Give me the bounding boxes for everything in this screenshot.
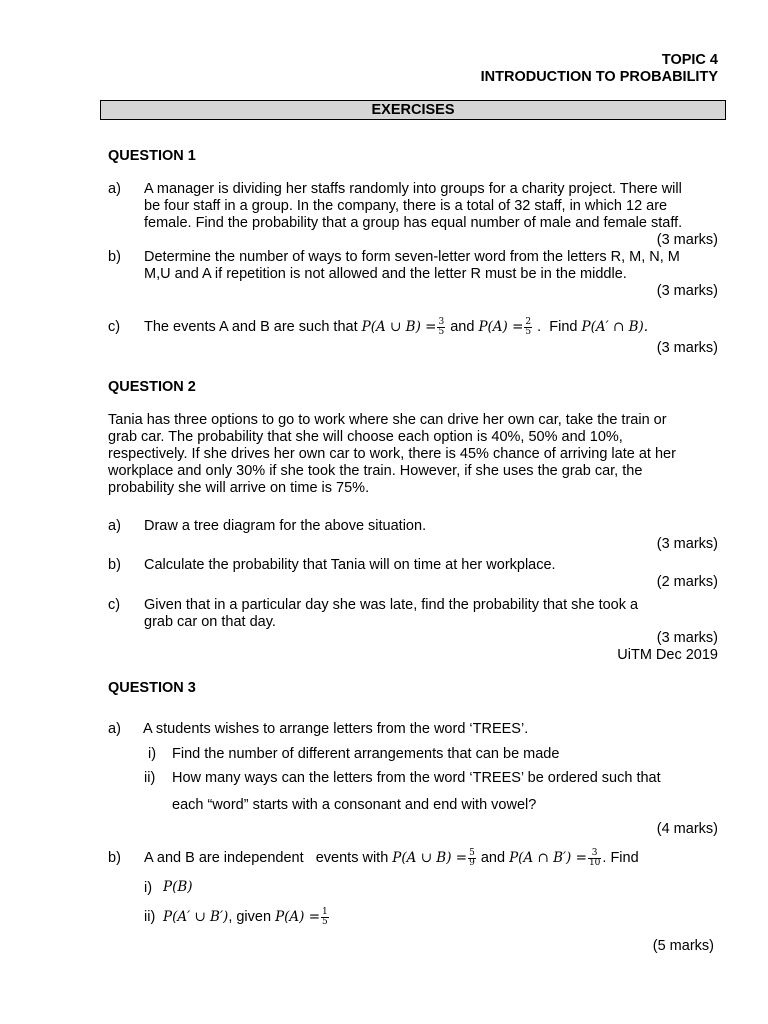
q2-intro-text [108, 412, 718, 497]
math-expression: P(A′ ∩ B). [581, 319, 649, 335]
topic-number: TOPIC 4 [661, 52, 718, 68]
q1-b-label: b) [108, 249, 121, 265]
fraction-denominator: 5 [438, 326, 445, 337]
q3-a-marks: (4 marks) [656, 821, 718, 837]
q1-c-text [144, 313, 648, 341]
q2-a-label: a) [108, 518, 121, 534]
q1-b-line: M,U and A if repetition is not allowed and the letter R must be in the middle. [144, 266, 627, 282]
math-expression: P(A ∩ B′) = [509, 850, 587, 866]
q3-aii-line-2: each “word” starts with a consonant and end with vowel? [172, 797, 537, 813]
q3-bii-text-part: , given [228, 909, 276, 925]
fraction [468, 849, 476, 868]
q2-b-marks: (2 marks) [656, 574, 718, 590]
q3-bii-text [163, 903, 330, 931]
q2-c-line: grab car on that day. [144, 614, 276, 630]
q3-aii-line-1: How many ways can the letters from the word ‘TREES’ be ordered such that [172, 770, 661, 786]
q2-a-marks: (3 marks) [656, 536, 718, 552]
q1-c-text-part: and [446, 319, 479, 335]
math-expression: P(A ∪ B) = [361, 319, 437, 335]
q1-a-line: A manager is dividing her staffs randomly into groups for a charity project. There will [144, 181, 682, 197]
q2-c-line: Given that in a particular day she was late, find the probability that she took a [144, 597, 639, 613]
topic-title: INTRODUCTION TO PROBABILITY [480, 69, 718, 85]
fraction-denominator: 5 [322, 916, 328, 927]
math-expression: P(A) = [275, 909, 321, 925]
q1-a-text [144, 181, 718, 232]
fraction [588, 849, 601, 868]
fraction [321, 908, 329, 927]
source-citation: UiTM Dec 2019 [617, 647, 718, 663]
q3-aii-label: ii) [144, 770, 156, 786]
fraction-denominator: 9 [469, 857, 475, 868]
q1-b-marks: (3 marks) [656, 283, 718, 299]
q3-bi-label: i) [144, 880, 153, 896]
q1-c-text-part: The events A and B are such that [144, 319, 362, 335]
q2-intro-line: workplace and only 30% if she took the train. However, if she uses the grab car, the [108, 463, 643, 479]
question-3-title: QUESTION 3 [108, 680, 196, 696]
fraction-denominator: 10 [588, 857, 601, 868]
q3-a-label: a) [108, 721, 121, 737]
q3-b-text-part: A and B are independent events with [144, 850, 393, 866]
q3-ai-text: Find the number of different arrangements that can be made [172, 746, 560, 762]
q1-c-marks: (3 marks) [656, 340, 718, 356]
q3-bii-label: ii) [144, 909, 156, 925]
q2-b-label: b) [108, 557, 121, 573]
math-expression: P(A) = [478, 319, 524, 335]
fraction-numerator: 2 [525, 316, 532, 327]
exercises-label: EXERCISES [371, 102, 455, 118]
q2-b-text: Calculate the probability that Tania will on time at her workplace. [144, 557, 556, 573]
exercises-banner [100, 100, 726, 120]
q1-a-label: a) [108, 181, 121, 197]
q3-b-text-part: . Find [602, 850, 639, 866]
math-expression: P(A′ ∪ B′) [163, 909, 229, 925]
question-2-title: QUESTION 2 [108, 379, 196, 395]
q2-c-text [144, 597, 638, 631]
q3-ai-label: i) [148, 746, 157, 762]
fraction [437, 318, 445, 337]
q3-b-label: b) [108, 850, 121, 866]
q1-b-line: Determine the number of ways to form seven-letter word from the letters R, M, N, M [144, 249, 680, 265]
fraction [524, 318, 532, 337]
q1-a-line: female. Find the probability that a group has equal number of male and female staff. [144, 215, 683, 231]
q2-a-text: Draw a tree diagram for the above situation. [144, 518, 427, 534]
q2-intro-line: respectively. If she drives her own car to work, there is 45% chance of arriving late at her [108, 446, 676, 462]
fraction-numerator: 3 [588, 849, 601, 859]
fraction-numerator: 1 [322, 906, 328, 917]
math-expression: P(A ∪ B) = [392, 850, 468, 866]
fraction-denominator: 5 [525, 326, 532, 337]
q2-intro-line: probability she will arrive on time is 75%. [108, 480, 370, 496]
q1-a-line: be four staff in a group. In the company, there is a total of 32 staff, in which 12 are [144, 198, 668, 214]
q1-a-marks: (3 marks) [656, 232, 718, 248]
q3-b-marks: (5 marks) [652, 938, 714, 954]
q2-intro-line: Tania has three options to go to work where she can drive her own car, take the train or [108, 412, 667, 428]
fraction-numerator: 3 [438, 316, 445, 327]
q3-b-text-part: and [476, 850, 510, 866]
q3-a-text: A students wishes to arrange letters from the word ‘TREES’. [143, 721, 529, 737]
q1-c-label: c) [108, 319, 121, 335]
q1-c-text-part: . Find [533, 319, 582, 335]
q2-c-marks: (3 marks) [656, 630, 718, 646]
q1-b-text [144, 249, 718, 283]
q2-c-label: c) [108, 597, 121, 613]
q3-b-text [144, 844, 639, 872]
q3-bi-math: P(B) [163, 879, 193, 895]
question-1-title: QUESTION 1 [108, 148, 196, 164]
q2-intro-line: grab car. The probability that she will choose each option is 40%, 50% and 10%, [108, 429, 623, 445]
fraction-numerator: 5 [469, 847, 475, 858]
